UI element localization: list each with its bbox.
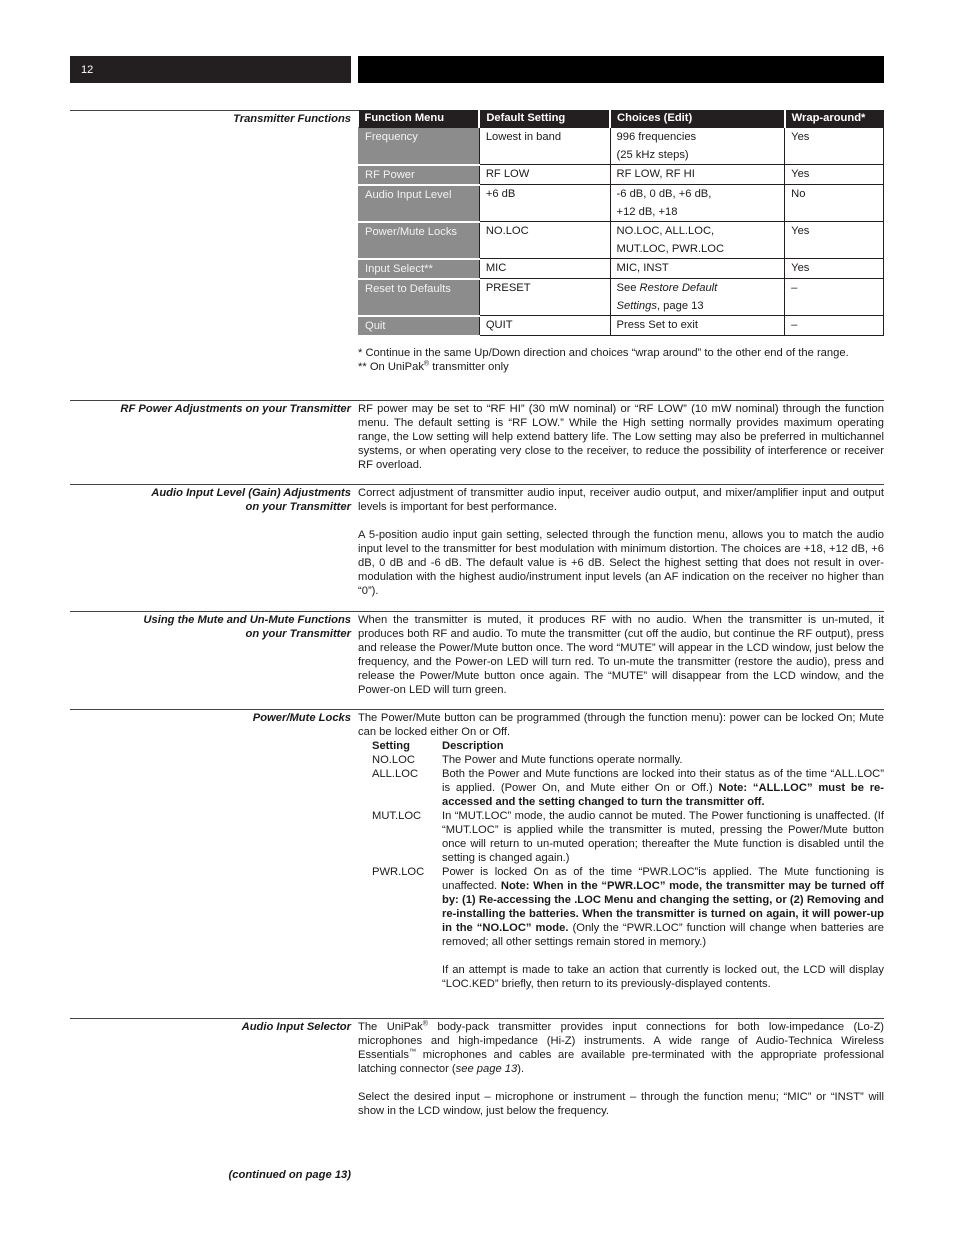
section-title-audio-input-selector: Audio Input Selector	[241, 1021, 351, 1033]
paragraph: Select the desired input – microphone or instrument – through the function menu; “MIC” or “INST” will show in the LCD window, just below the frequency.	[358, 1091, 884, 1117]
column-header: Function Menu	[359, 110, 480, 128]
registered-mark: ®	[422, 1020, 428, 1028]
wrap-cell: Yes	[785, 128, 884, 165]
title-line: Using the Mute and Un-Mute Functions	[143, 614, 351, 626]
choices-cell	[610, 128, 785, 165]
wrap-cell: Yes	[785, 165, 884, 185]
paragraph: Correct adjustment of transmitter audio input, receiver audio output, and mixer/amplifier input and output levels is important for best performance.	[358, 487, 884, 513]
default-cell: PRESET	[479, 279, 610, 316]
function-cell: Input Select**	[359, 259, 480, 279]
table-footnotes	[358, 346, 884, 374]
page-reference: see page 13	[455, 1063, 518, 1075]
default-cell: QUIT	[479, 316, 610, 336]
paragraph: RF power may be set to “RF HI” (30 mW nominal) or “RF LOW” (10 mW nominal) through the function menu. The default setting is “RF LOW.” While the High setting normally provides maximum operating range, the Low setting will help extend battery life. The Low setting may also be preferred in multichannel systems, or when operating very close to the receiver, to reduce the possibility of interference or receiver RF overload.	[358, 403, 884, 471]
paragraph-text: The UniPak	[358, 1021, 423, 1033]
paragraph-text: microphones and cables are available pre-terminated with the appropriate professional latching connector (	[358, 1049, 884, 1075]
default-cell: Lowest in band	[479, 128, 610, 165]
section-divider	[70, 1018, 884, 1019]
function-cell: Power/Mute Locks	[359, 222, 480, 259]
choices-line: (25 kHz steps)	[616, 149, 689, 161]
table-row	[359, 222, 884, 259]
section-title-audio-input-level	[70, 486, 351, 514]
setting-row-pwrloc	[372, 865, 884, 949]
choices-cell	[610, 222, 785, 259]
paragraph: When the transmitter is muted, it produces RF with no audio. When the transmitter is un-muted, it produces both RF and audio. To mute the transmitter (cut off the audio, but continue the RF output), press and release the Power/Mute button once. The word “MUTE” will appear in the LCD window, just below the frequency, and the Power-on LED will turn red. To un-mute the transmitter (restore the audio), press and release the Power/Mute button once again. The “MUTE” will disappear from the LCD window, and the Power-on LED will turn green.	[358, 614, 884, 696]
footnote-text: ** On UniPak	[358, 361, 424, 373]
setting-code: PWR.LOC	[372, 866, 425, 878]
default-cell: MIC	[479, 259, 610, 279]
section-title-mute	[70, 613, 351, 641]
choices-line: MUT.LOC, PWR.LOC	[616, 243, 725, 255]
function-cell: Quit	[359, 316, 480, 336]
description-text: Power is locked On as of the time “PWR.LOC”is applied. The Mute functioning is unaffected.	[442, 866, 884, 892]
default-cell: RF LOW	[479, 165, 610, 185]
footnote-unipak	[358, 360, 884, 374]
setting-row-locked-note	[372, 963, 884, 991]
choices-cell	[610, 279, 785, 316]
locked-note: If an attempt is made to take an action that currently is locked out, the LCD will display “LOC.KED” briefly, then return to its previously-displayed contents.	[442, 964, 884, 990]
wrap-cell: –	[785, 316, 884, 336]
description-note: Note: “ALL.LOC” must be re-accessed and the setting changed to turn the transmitter off.	[442, 782, 884, 808]
column-header: Wrap-around*	[785, 110, 884, 128]
input-selector-text	[358, 1020, 884, 1118]
table-row	[359, 165, 884, 185]
function-cell: RF Power	[359, 165, 480, 185]
paragraph	[358, 1020, 884, 1076]
section-divider	[70, 484, 884, 485]
mute-text	[358, 613, 884, 697]
footnote-text: transmitter only	[429, 361, 509, 373]
choices-cell: MIC, INST	[610, 259, 785, 279]
choices-cell	[610, 185, 785, 222]
page-number: 12	[81, 64, 94, 76]
wrap-cell: –	[785, 279, 884, 316]
paragraph: A 5-position audio input gain setting, selected through the function menu, allows you to match the audio input level to the transmitter for best modulation with minimum distortion. The choices are +18, +12 dB, +6 dB, 0 dB and -6 dB. The default value is +6 dB. Select the highest setting that does not result in over-modulation with the highest audio/instrument input levels (an AF indication on the receiver no higher than “0”).	[358, 529, 884, 597]
choices-cell: RF LOW, RF HI	[610, 165, 785, 185]
settings-column-header: Description	[442, 740, 504, 752]
description-text: Both the Power and Mute functions are locked into their status as of the time “ALL.LOC” is applied. (Power On, and Mute either On or Off.)	[442, 768, 884, 794]
setting-description	[442, 767, 884, 809]
choices-italic: Restore Default	[639, 282, 718, 294]
choices-prefix: See	[616, 282, 640, 294]
continued-note: (continued on page 13)	[228, 1169, 351, 1181]
wrap-cell: Yes	[785, 259, 884, 279]
setting-code: MUT.LOC	[372, 810, 422, 822]
setting-description	[442, 865, 884, 949]
table-row	[359, 279, 884, 316]
column-header: Choices (Edit)	[610, 110, 785, 128]
paragraph: The Power/Mute button can be programmed (through the function menu): power can be locked On; Mute can be locked either On or Off.	[358, 712, 884, 738]
section-title-power-mute-locks: Power/Mute Locks	[252, 712, 351, 724]
title-line: on your Transmitter	[245, 501, 351, 513]
section-divider	[70, 611, 884, 612]
title-line: Audio Input Level (Gain) Adjustments	[151, 487, 351, 499]
function-menu-table	[358, 110, 884, 337]
function-cell: Frequency	[359, 128, 480, 165]
paragraph-text: ).	[517, 1063, 525, 1075]
settings-header-row	[372, 739, 884, 753]
wrap-cell: No	[785, 185, 884, 222]
setting-row-allloc	[372, 767, 884, 809]
choices-line: 996 frequencies	[616, 131, 697, 143]
default-cell: NO.LOC	[479, 222, 610, 259]
trademark-mark: ™	[409, 1048, 416, 1056]
wrap-cell: Yes	[785, 222, 884, 259]
choices-suffix: , page 13	[656, 300, 704, 312]
choices-line: NO.LOC, ALL.LOC,	[616, 225, 715, 237]
table-row	[359, 185, 884, 222]
setting-row-mutloc	[372, 809, 884, 865]
locks-intro	[358, 711, 884, 739]
function-cell: Reset to Defaults	[359, 279, 480, 316]
rf-power-text	[358, 402, 884, 472]
setting-code: ALL.LOC	[372, 768, 419, 780]
description-note: Note: When in the “PWR.LOC” mode, the transmitter may be turned off by: (1) Re-accessing the .LOC Menu and changing the setting, or (2) Removing and re-installing the batteries. When the transmitter is turned on again, it will power-up in the “NO.LOC” mode.	[442, 880, 884, 934]
table-header-row	[359, 110, 884, 128]
setting-code: NO.LOC	[372, 754, 415, 766]
choices-line: +12 dB, +18	[616, 206, 678, 218]
page-number-bar	[70, 56, 351, 83]
column-header: Default Setting	[479, 110, 610, 128]
choices-line: -6 dB, 0 dB, +6 dB,	[616, 188, 712, 200]
section-title-rf-power: RF Power Adjustments on your Transmitter	[120, 403, 351, 415]
setting-description: In “MUT.LOC” mode, the audio cannot be muted. The Power functioning is unaffected. (If “MUT.LOC” is applied while the transmitter is muted, pressing the Power/Mute button once will return to un-muted operation; thereafter the Mute function is disabled until the setting is changed again.)	[442, 810, 884, 864]
description-text: (Only the “PWR.LOC” function will change when batteries are removed; all other settings remain stored in memory.)	[442, 922, 885, 948]
setting-description: The Power and Mute functions operate normally.	[442, 754, 683, 766]
table-row	[359, 259, 884, 279]
title-line: on your Transmitter	[245, 628, 351, 640]
header-bar	[358, 56, 884, 83]
choices-cell: Press Set to exit	[610, 316, 785, 336]
audio-input-level-text	[358, 486, 884, 598]
section-divider	[70, 709, 884, 710]
registered-mark: ®	[423, 360, 430, 368]
section-divider	[70, 400, 884, 401]
choices-italic: Settings	[616, 300, 657, 312]
lock-settings-list	[372, 739, 884, 991]
section-title-transmitter-functions: Transmitter Functions	[233, 113, 351, 125]
paragraph-text: body-pack transmitter provides input connections for both low-impedance (Lo-Z) microphones and high-impedance (Hi-Z) instruments. A wide range of Audio-Technica Wireless Essentials	[358, 1021, 885, 1061]
footnote-wrap-around: * Continue in the same Up/Down direction and choices “wrap around” to the other end of the range.	[358, 347, 849, 359]
function-cell: Audio Input Level	[359, 185, 480, 222]
table-row	[359, 316, 884, 336]
default-cell: +6 dB	[479, 185, 610, 222]
setting-row-noloc	[372, 753, 884, 767]
table-row	[359, 128, 884, 165]
settings-column-header: Setting	[372, 740, 410, 752]
